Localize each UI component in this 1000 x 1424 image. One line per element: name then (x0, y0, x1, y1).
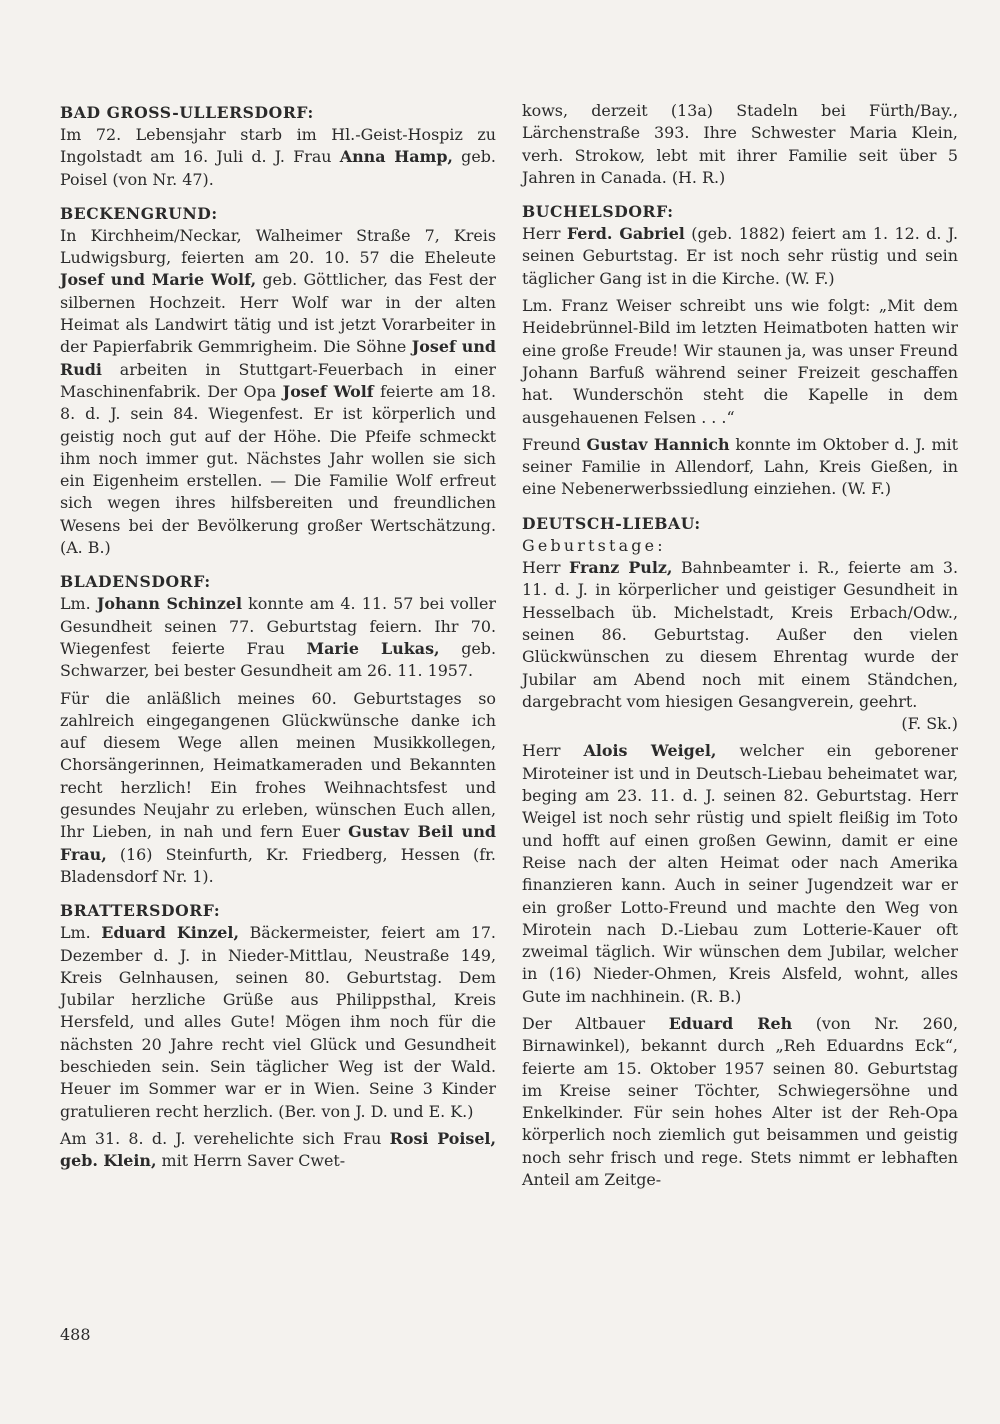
paragraph: Lm. Franz Weiser schreibt uns wie folgt: „Mit dem Heidebrünnel-Bild im letzten Heimatboten hatten wir eine große Freude! Wir staunen ja, was unser Freund Johann Barfuß während seiner Freizeit geschaffen hat. Wunderschön steht die Kapelle in dem ausgehauenen Felsen . . .“ (522, 296, 958, 427)
paragraph: Herr Alois Weigel, welcher ein geborener Miroteiner ist und in Deutsch-Liebau beheimatet war, beging am 23. 11. d. J. seinen 82. Geburtstag. Herr Weigel ist noch sehr rüstig und spielt fleißig im Toto und hofft auf einen großen Gewinn, damit er eine Reise nach der alten Heimat oder nach Amerika finanzieren kann. Auch in seiner Jugendzeit war er ein großer Lotto-Freund und machte den Weg von Mirotein nach D.-Liebau zum Lotterie-Kauer oft zweimal täglich. Wir wünschen dem Jubilar, welcher in (16) Nieder-Ohmen, Kreis Alsfeld, wohnt, alles Gute im nachhinein. (R. B.) (522, 741, 958, 1006)
signature: (F. Sk.) (901, 714, 958, 734)
paragraph: Im 72. Lebensjahr starb im Hl.-Geist-Hospiz zu Ingolstadt am 16. Juli d. J. Frau Anna Hamp, geb. Poisel (von Nr. 47). (60, 125, 496, 189)
paragraph: Für die anläßlich meines 60. Geburtstages so zahlreich eingegangenen Glückwünsche danke ich auf diesem Wege allen meinen Musikkollegen, Chorsängerinnen, Heimatkameraden und Bekannten recht herzlich! Ein frohes Weihnachtsfest und gesundes Neujahr zu erleben, wünschen Euch allen, Ihr Lieben, in nah und fern Euer Gustav Beil und Frau, (16) Steinfurth, Kr. Friedberg, Hessen (fr. Bladensdorf Nr. 1). (60, 688, 496, 886)
section-heading-brattersdorf: BRATTERSDORF: (60, 901, 221, 921)
section-heading-bad-gross-ullersdorf: BAD GROSS-ULLERSDORF: (60, 103, 314, 122)
page-number: 488 (60, 1325, 91, 1344)
paragraph: Lm. Johann Schinzel konnte am 4. 11. 57 bei voller Gesundheit seinen 77. Geburtstag feiern. Ihr 70. Wiegenfest feierte Frau Marie Lukas, geb. Schwarzer, bei bester Gesundheit am 26. 11. 1957. (60, 594, 497, 681)
subheading-geburtstage: Geburtstage: (522, 535, 666, 555)
section-heading-buchelsdorf: BUCHELSDORF: (522, 202, 674, 222)
section-heading-bladensdorf: BLADENSDORF: (60, 572, 211, 592)
paragraph: In Kirchheim/Neckar, Walheimer Straße 7, Kreis Ludwigsburg, feierten am 20. 10. 57 die Eheleute Josef und Marie Wolf, geb. Göttlicher, das Fest der silbernen Hochzeit. Herr Wolf war in der alten Heimat als Landwirt tätig und ist jetzt Vorarbeiter in der Papierfabrik Gemmrigheim. Die Söhne Josef und Rudi arbeiten in Stuttgart-Feuerbach in einer Maschinenfabrik. Der Opa Josef Wolf feierte am 18. 8. d. J. sein 84. Wiegenfest. Er ist körperlich und geistig noch gut auf der Höhe. Die Pfeife schmeckt ihm noch immer gut. Nächstes Jahr wollen sie sich ein Eigenheim erstellen. — Die Familie Wolf erfreut sich wegen ihres hilfsbereiten und freundlichen Wesens bei der Bevölkerung großer Wertschätzung. (A. B.) (60, 225, 497, 558)
paragraph: Lm. Eduard Kinzel, Bäckermeister, feiert am 17. Dezember d. J. in Nieder-Mittlau, Neustraße 149, Kreis Gelnhausen, seinen 80. Geburtstag. Dem Jubilar herzliche Grüße aus Philippsthal, Kreis Hersfeld, und alles Gute! Mögen ihm noch für die nächsten 20 Jahre recht viel Glück und Gesundheit beschieden sein. Sein täglicher Weg ist der Wald. Heuer im Sommer war er in Wien. Seine 3 Kinder gratulieren recht herzlich. (Ber. von J. D. und E. K.) (60, 923, 496, 1121)
paragraph: Herr Ferd. Gabriel (geb. 1882) feiert am 1. 12. d. J. seinen Geburtstag. Er ist noch sehr rüstig und sein täglicher Gang ist in die Kirche. (W. F.) (522, 224, 958, 288)
paragraph: Am 31. 8. d. J. verehelichte sich Frau Rosi Poisel, geb. Klein, mit Herrn Saver Cwet- (60, 1128, 496, 1171)
section-heading-beckengrund: BECKENGRUND: (60, 203, 218, 223)
paragraph: Freund Gustav Hannich konnte im Oktober d. J. mit seiner Familie in Allendorf, Lahn, Kreis Gießen, in eine Nebenerwerbssiedlung einziehen. (W. F.) (522, 434, 959, 499)
left-column (60, 100, 496, 1172)
paragraph: Herr Franz Pulz, Bahnbeamter i. R., feierte am 3. 11. d. J. in körperlicher und geistiger Gesundheit in Hesselbach üb. Michelstadt, Kreis Erbach/Odw., seinen 86. Geburtstag. Außer den vielen Glückwünschen zu diesem Ehrentag wurde der Jubilar am Abend noch mit einem Ständchen, dargebracht vom hiesigen Gesangverein, geehrt. (522, 558, 958, 711)
right-column (522, 100, 958, 1191)
section-heading-deutsch-liebau: DEUTSCH-LIEBAU: (522, 513, 701, 533)
paragraph: kows, derzeit (13a) Stadeln bei Fürth/Bay., Lärchenstraße 393. Ihre Schwester Maria Klein, verh. Strokow, lebt mit ihrer Familie seit über 5 Jahren in Canada. (H. R.) (522, 101, 958, 187)
paragraph: Der Altbauer Eduard Reh (von Nr. 260, Birnawinkel), bekannt durch „Reh Eduardns Eck“, feierte am 15. Oktober 1957 seinen 80. Geburtstag im Kreise seiner Töchter, Schwiegersöhne und Enkelkinder. Für sein hohes Alter ist der Reh-Opa körperlich noch ziemlich gut beisammen und geistig noch sehr frisch und rege. Stets nimmt er lebhaften Anteil am Zeitge- (522, 1013, 958, 1190)
